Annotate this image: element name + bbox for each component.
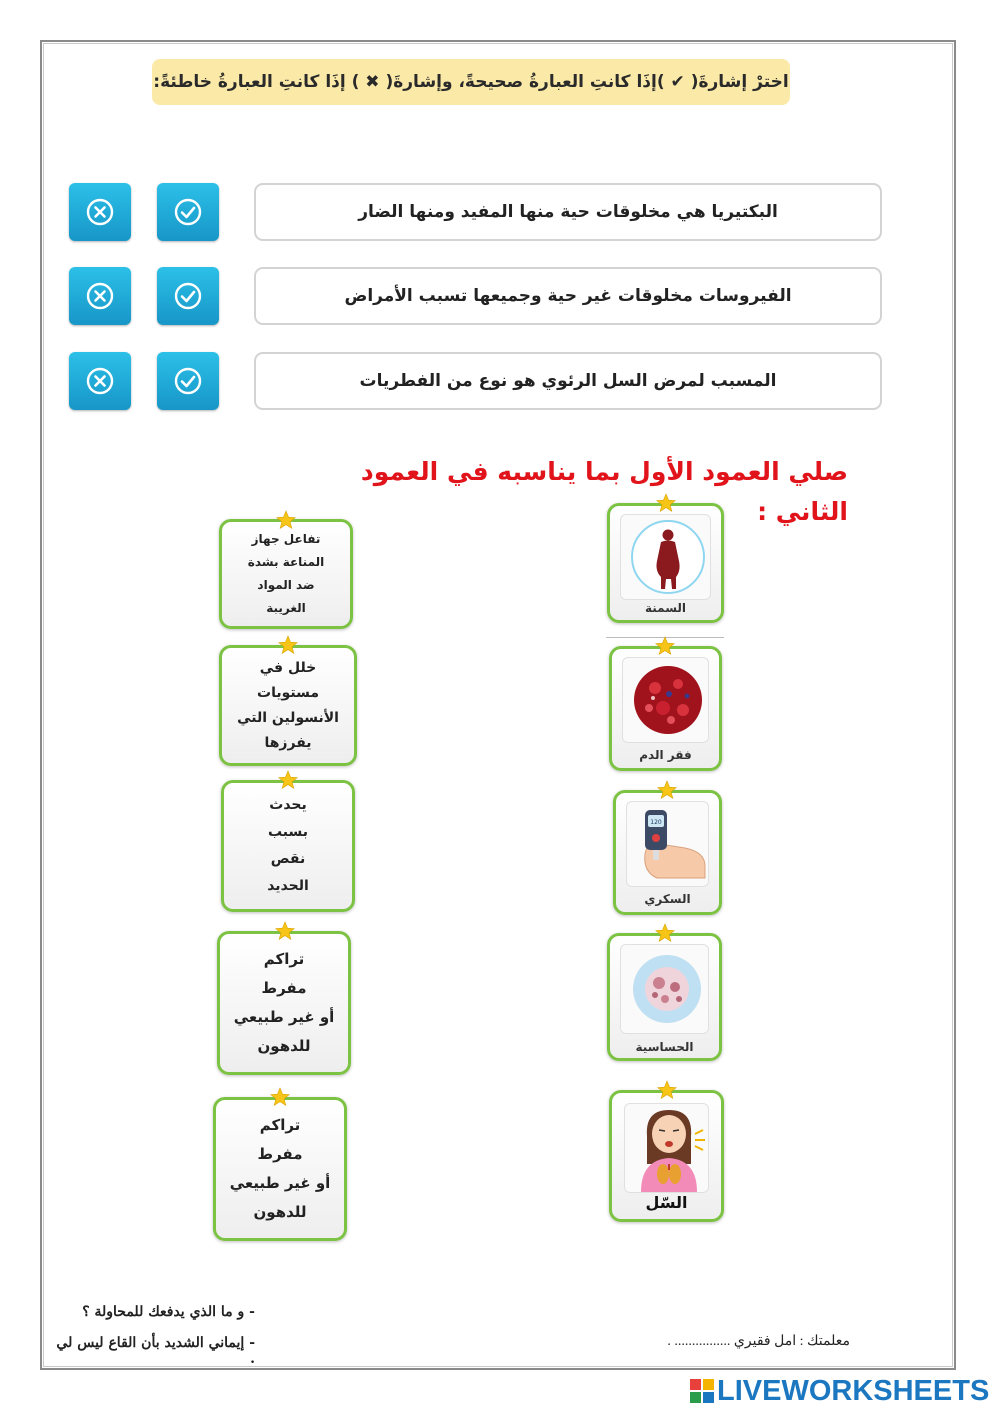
image-card-diabetes[interactable] [613,790,722,915]
footer-quote-line2: - إيماني الشديد بأن القاع ليس لي . [56,1335,255,1367]
x-circle-icon [85,197,115,227]
star-icon [657,780,677,800]
statement-1: البكتيريا هي مخلوقات حية منها المفيد ومنها الضار [254,183,882,241]
star-icon [276,510,296,530]
x-circle-icon [85,281,115,311]
image-card-label: السمنة [644,601,687,615]
liveworksheets-logo-icon [690,1379,714,1403]
image-card-allergy[interactable] [607,933,722,1061]
text-card-3[interactable] [221,780,355,912]
false-button-2[interactable] [69,267,131,325]
image-card-label: السّل [645,1193,688,1212]
blood-cells-icon [622,657,709,743]
image-card-label: الحساسية [635,1040,694,1054]
instruction-banner: اخترْ إشارةَ( ✔ )إذَا كانتِ العبارةُ صحيحةً، وإشارةَ( ✖ ) إذَا كانتِ العبارةُ خاطئةً: [152,59,790,105]
true-button-1[interactable] [157,183,219,241]
true-button-2[interactable] [157,267,219,325]
check-circle-icon [173,281,203,311]
false-button-1[interactable] [69,183,131,241]
worksheet-inner-frame [43,43,953,1367]
star-icon [655,923,675,943]
text-card-4[interactable] [217,931,351,1075]
text-card-2[interactable] [219,645,357,766]
liveworksheets-brand[interactable] [690,1376,989,1406]
image-card-label: فقر الدم [639,748,692,762]
star-icon [270,1087,290,1107]
text-card-label: تراكم مفرط أو غير طبيعي للدهون [229,1116,331,1221]
svg-text:120: 120 [650,819,662,826]
text-card-label: خلل في مستويات الأنسولين التي يفرزها [237,659,339,751]
image-card-tuberculosis[interactable] [609,1090,724,1222]
coughing-girl-lungs-icon [624,1103,709,1193]
text-card-label: يحدث بسبب نقص الحديد [267,797,309,894]
check-circle-icon [173,366,203,396]
false-button-3[interactable] [69,352,131,410]
check-circle-icon [173,197,203,227]
image-card-label: السكري [644,892,691,906]
teacher-signature: معلمتك : امل فقيري ................ . [667,1334,850,1349]
brand-text: LIVEWORKSHEETS [717,1374,990,1407]
x-circle-icon [85,366,115,396]
statement-2: الفيروسات مخلوقات غير حية وجميعها تسبب الأمراض [254,267,882,325]
image-card-obesity[interactable] [607,503,724,623]
allergy-rash-icon [620,944,709,1034]
star-icon [278,635,298,655]
star-icon [275,921,295,941]
star-icon [278,770,298,790]
text-card-1[interactable] [219,519,353,629]
statement-3: المسبب لمرض السل الرئوي هو نوع من الفطريات [254,352,882,410]
star-icon [657,1080,677,1100]
text-card-label: تفاعل جهاز المناعة بشدة ضد المواد الغريبة [247,532,325,615]
obesity-silhouette-icon [620,514,711,600]
text-card-5[interactable] [213,1097,347,1241]
star-icon [655,636,675,656]
footer-quote-line1: - و ما الذي يدفعك للمحاولة ؟ [82,1304,255,1320]
glucose-meter-icon [626,801,709,887]
true-button-3[interactable] [157,352,219,410]
star-icon [656,493,676,513]
text-card-label: تراكم مفرط أو غير طبيعي للدهون [233,950,335,1055]
image-card-anemia[interactable] [609,646,722,771]
matching-section-title: صلي العمود الأول بما يناسبه في العمود الثاني : [360,457,848,526]
